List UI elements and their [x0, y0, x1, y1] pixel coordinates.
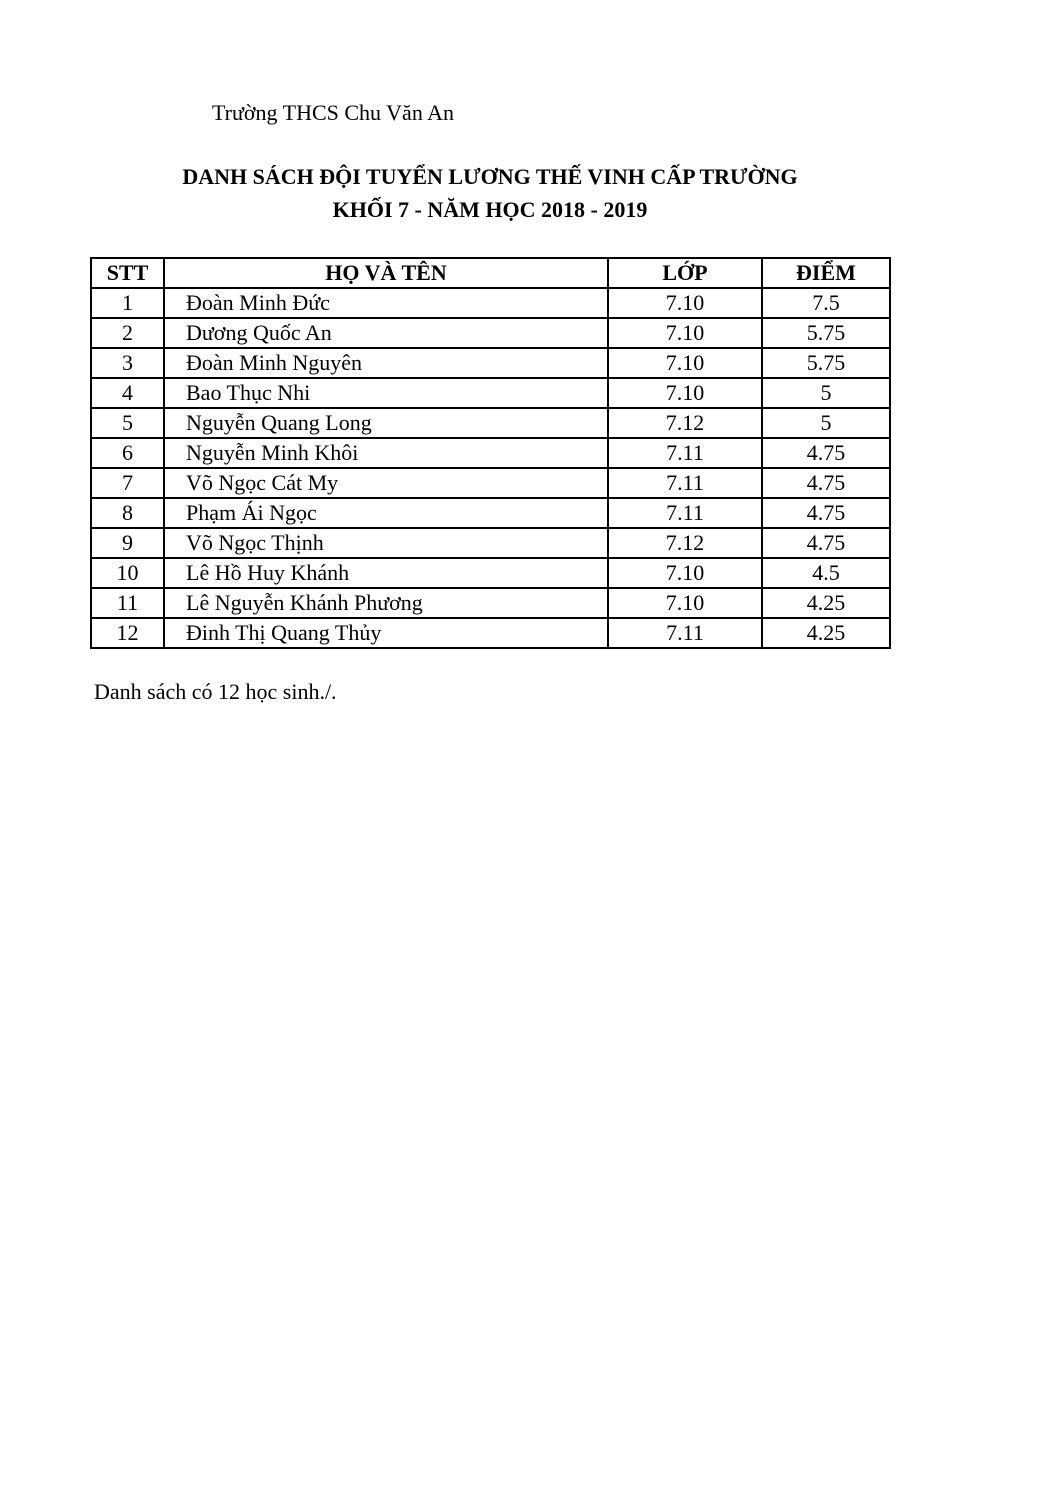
table-header-row	[91, 258, 890, 288]
table-row	[91, 438, 890, 468]
cell-class: 7.10	[608, 348, 762, 378]
cell-name: Phạm Ái Ngọc	[164, 498, 608, 528]
cell-class: 7.11	[608, 438, 762, 468]
cell-stt: 12	[91, 618, 164, 648]
table-row	[91, 318, 890, 348]
cell-stt: 9	[91, 528, 164, 558]
cell-name: Nguyễn Quang Long	[164, 408, 608, 438]
cell-class: 7.11	[608, 618, 762, 648]
table-row	[91, 588, 890, 618]
cell-score: 5.75	[762, 348, 890, 378]
cell-score: 5	[762, 378, 890, 408]
cell-class: 7.12	[608, 528, 762, 558]
cell-stt: 8	[91, 498, 164, 528]
cell-name: Võ Ngọc Thịnh	[164, 528, 608, 558]
cell-name: Đinh Thị Quang Thủy	[164, 618, 608, 648]
cell-class: 7.10	[608, 288, 762, 318]
cell-name: Đoàn Minh Nguyên	[164, 348, 608, 378]
cell-score: 4.5	[762, 558, 890, 588]
cell-stt: 7	[91, 468, 164, 498]
cell-class: 7.10	[608, 558, 762, 588]
cell-score: 4.75	[762, 438, 890, 468]
table-row	[91, 378, 890, 408]
student-roster-table	[90, 257, 891, 649]
cell-name: Lê Hồ Huy Khánh	[164, 558, 608, 588]
footnote: Danh sách có 12 học sinh./.	[94, 679, 337, 704]
cell-stt: 6	[91, 438, 164, 468]
document-title: DANH SÁCH ĐỘI TUYỂN LƯƠNG THẾ VINH CẤP TRƯỜNG	[182, 164, 798, 189]
cell-class: 7.11	[608, 468, 762, 498]
table-row	[91, 498, 890, 528]
table-row	[91, 618, 890, 648]
cell-class: 7.12	[608, 408, 762, 438]
cell-score: 5.75	[762, 318, 890, 348]
table-row	[91, 408, 890, 438]
cell-stt: 10	[91, 558, 164, 588]
document-subtitle: KHỐI 7 - NĂM HỌC 2018 - 2019	[332, 197, 648, 222]
cell-score: 7.5	[762, 288, 890, 318]
header-name: HỌ VÀ TÊN	[164, 258, 608, 288]
cell-name: Võ Ngọc Cát My	[164, 468, 608, 498]
table-row	[91, 558, 890, 588]
cell-score: 4.25	[762, 588, 890, 618]
cell-stt: 1	[91, 288, 164, 318]
cell-class: 7.10	[608, 588, 762, 618]
cell-class: 7.10	[608, 378, 762, 408]
table-row	[91, 468, 890, 498]
table-row	[91, 348, 890, 378]
cell-stt: 5	[91, 408, 164, 438]
cell-stt: 3	[91, 348, 164, 378]
cell-name: Bao Thục Nhi	[164, 378, 608, 408]
cell-name: Lê Nguyễn Khánh Phương	[164, 588, 608, 618]
cell-score: 4.75	[762, 498, 890, 528]
header-class: LỚP	[608, 258, 762, 288]
cell-name: Dương Quốc An	[164, 318, 608, 348]
header-stt: STT	[91, 258, 164, 288]
cell-score: 4.75	[762, 528, 890, 558]
cell-name: Nguyễn Minh Khôi	[164, 438, 608, 468]
table-row	[91, 288, 890, 318]
cell-class: 7.11	[608, 498, 762, 528]
header-score: ĐIỂM	[762, 258, 890, 288]
cell-class: 7.10	[608, 318, 762, 348]
cell-stt: 11	[91, 588, 164, 618]
cell-score: 5	[762, 408, 890, 438]
cell-score: 4.25	[762, 618, 890, 648]
cell-name: Đoàn Minh Đức	[164, 288, 608, 318]
cell-score: 4.75	[762, 468, 890, 498]
school-name: Trường THCS Chu Văn An	[212, 100, 454, 125]
cell-stt: 2	[91, 318, 164, 348]
table-row	[91, 528, 890, 558]
cell-stt: 4	[91, 378, 164, 408]
